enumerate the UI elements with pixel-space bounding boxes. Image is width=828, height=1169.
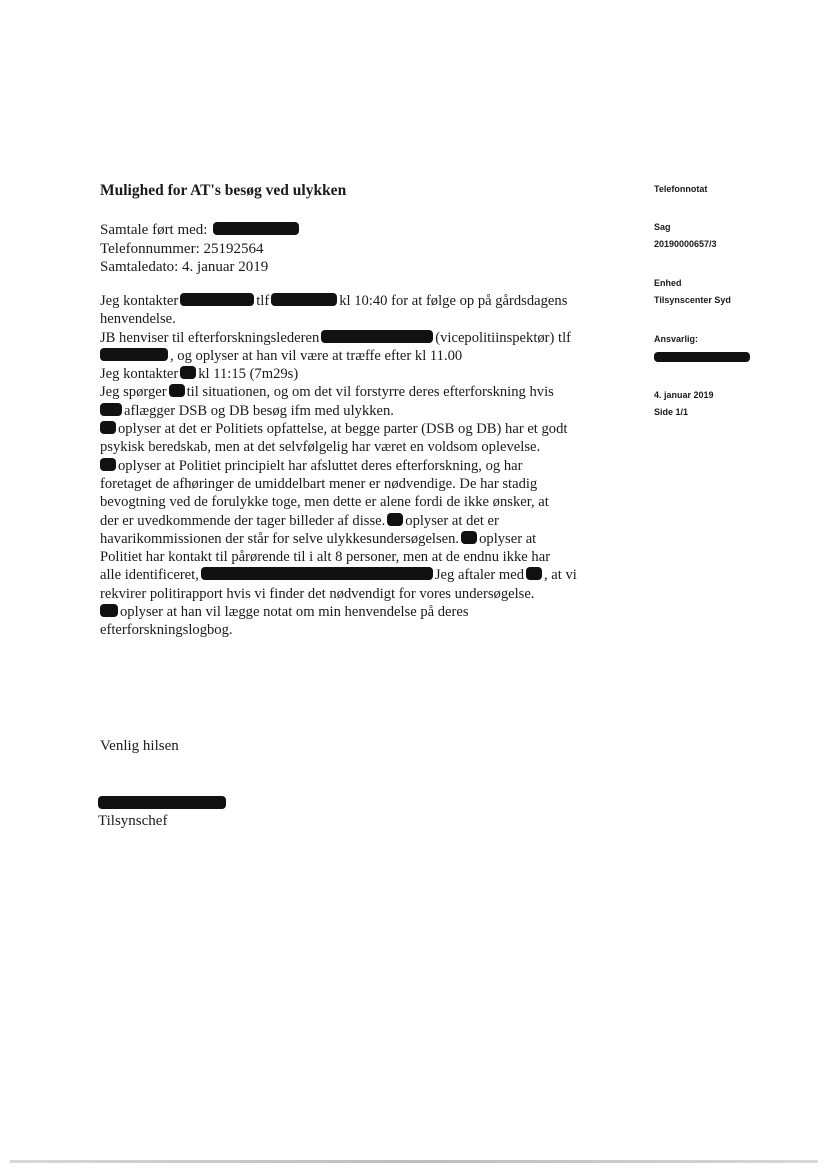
body-line: oplyser at han vil lægge notat om min henvendelse på deres — [100, 603, 625, 621]
redaction-block — [100, 421, 116, 434]
redaction-block — [169, 384, 185, 397]
body-line: alle identificeret, Jeg aftaler med , at vi — [100, 567, 577, 584]
body-line: aflægger DSB og DB besøg ifm med ulykken. — [100, 402, 625, 420]
signature-title: Tilsynschef — [98, 813, 168, 829]
body-line: JB henviser til efterforskningslederen (vicepolitiinspektør) tlf — [100, 329, 572, 346]
redaction-block — [100, 604, 118, 617]
page-number: Side 1/1 — [654, 407, 689, 417]
case-number: 20190000657/3 — [654, 239, 717, 249]
document-type: Telefonnotat — [654, 184, 708, 194]
closing-greeting: Venlig hilsen — [100, 738, 179, 754]
responsible-label: Ansvarlig: — [654, 334, 699, 344]
body-line: oplyser at det er Politiets opfattelse, at begge parter (DSB og DB) har et godt — [100, 420, 625, 438]
document-title: Mulighed for AT's besøg ved ulykken — [100, 182, 347, 199]
body-line: bevogtning ved de forulykke toge, men dette er alene fordi de ikke ønsker, at — [100, 494, 549, 511]
body-line: foretaget de afhøringer de umiddelbart mener er nødvendige. De har stadig — [100, 475, 538, 492]
body-line: psykisk beredskab, men at det selvfølgelig har været en voldsom oplevelse. — [100, 439, 541, 456]
redaction-block — [213, 222, 299, 235]
redaction-block — [100, 348, 168, 361]
redaction-block — [180, 293, 254, 306]
redaction-block — [98, 796, 226, 809]
conversation-with-label: Samtale ført med: — [100, 222, 208, 238]
redaction-block — [201, 567, 433, 580]
body-line: der er uvedkommende der tager billeder af disse. oplyser at det er — [100, 512, 499, 529]
body-line: henvendelse. — [100, 311, 176, 328]
phone-number: Telefonnummer: 25192564 — [100, 240, 264, 257]
redaction-block — [526, 567, 542, 580]
body-line: Jeg spørger til situationen, og om det vil forstyrre deres efterforskning hvis — [100, 384, 554, 401]
body-line: Jeg kontakter tlf kl 10:40 for at følge op på gårdsdagens — [100, 293, 568, 309]
call-metadata — [100, 221, 301, 277]
sidebar-date: 4. januar 2019 — [654, 390, 714, 400]
redaction-block — [100, 458, 116, 471]
case-label: Sag — [654, 222, 671, 232]
signature-block — [98, 796, 226, 830]
redaction-block — [654, 352, 750, 362]
call-date: Samtaledato: 4. januar 2019 — [100, 259, 269, 275]
conversation-with — [100, 221, 301, 240]
body-line: efterforskningslogbog. — [100, 622, 233, 639]
redaction-block — [100, 403, 122, 416]
redaction-block — [180, 366, 196, 379]
body-line: Jeg kontakter kl 11:15 (7m29s) — [100, 366, 299, 383]
note-body — [100, 292, 625, 640]
body-line: rekvirer politirapport hvis vi finder det nødvendigt for vores undersøgelse. — [100, 585, 535, 602]
unit-label: Enhed — [654, 278, 682, 288]
redaction-block — [271, 293, 337, 306]
redaction-block — [461, 531, 477, 544]
unit-value: Tilsynscenter Syd — [654, 295, 731, 305]
body-line: , og oplyser at han vil være at træffe efter kl 11.00 — [100, 347, 625, 365]
body-line: oplyser at Politiet principielt har afsluttet deres efterforskning, og har — [100, 457, 625, 475]
scan-edge-line — [10, 1160, 818, 1163]
body-line: Politiet har kontakt til pårørende til i alt 8 personer, men at de endnu ikke har — [100, 549, 551, 566]
body-line: havarikommissionen der står for selve ulykkesundersøgelsen. oplyser at — [100, 530, 537, 547]
redaction-block — [321, 330, 433, 343]
redaction-block — [387, 513, 403, 526]
